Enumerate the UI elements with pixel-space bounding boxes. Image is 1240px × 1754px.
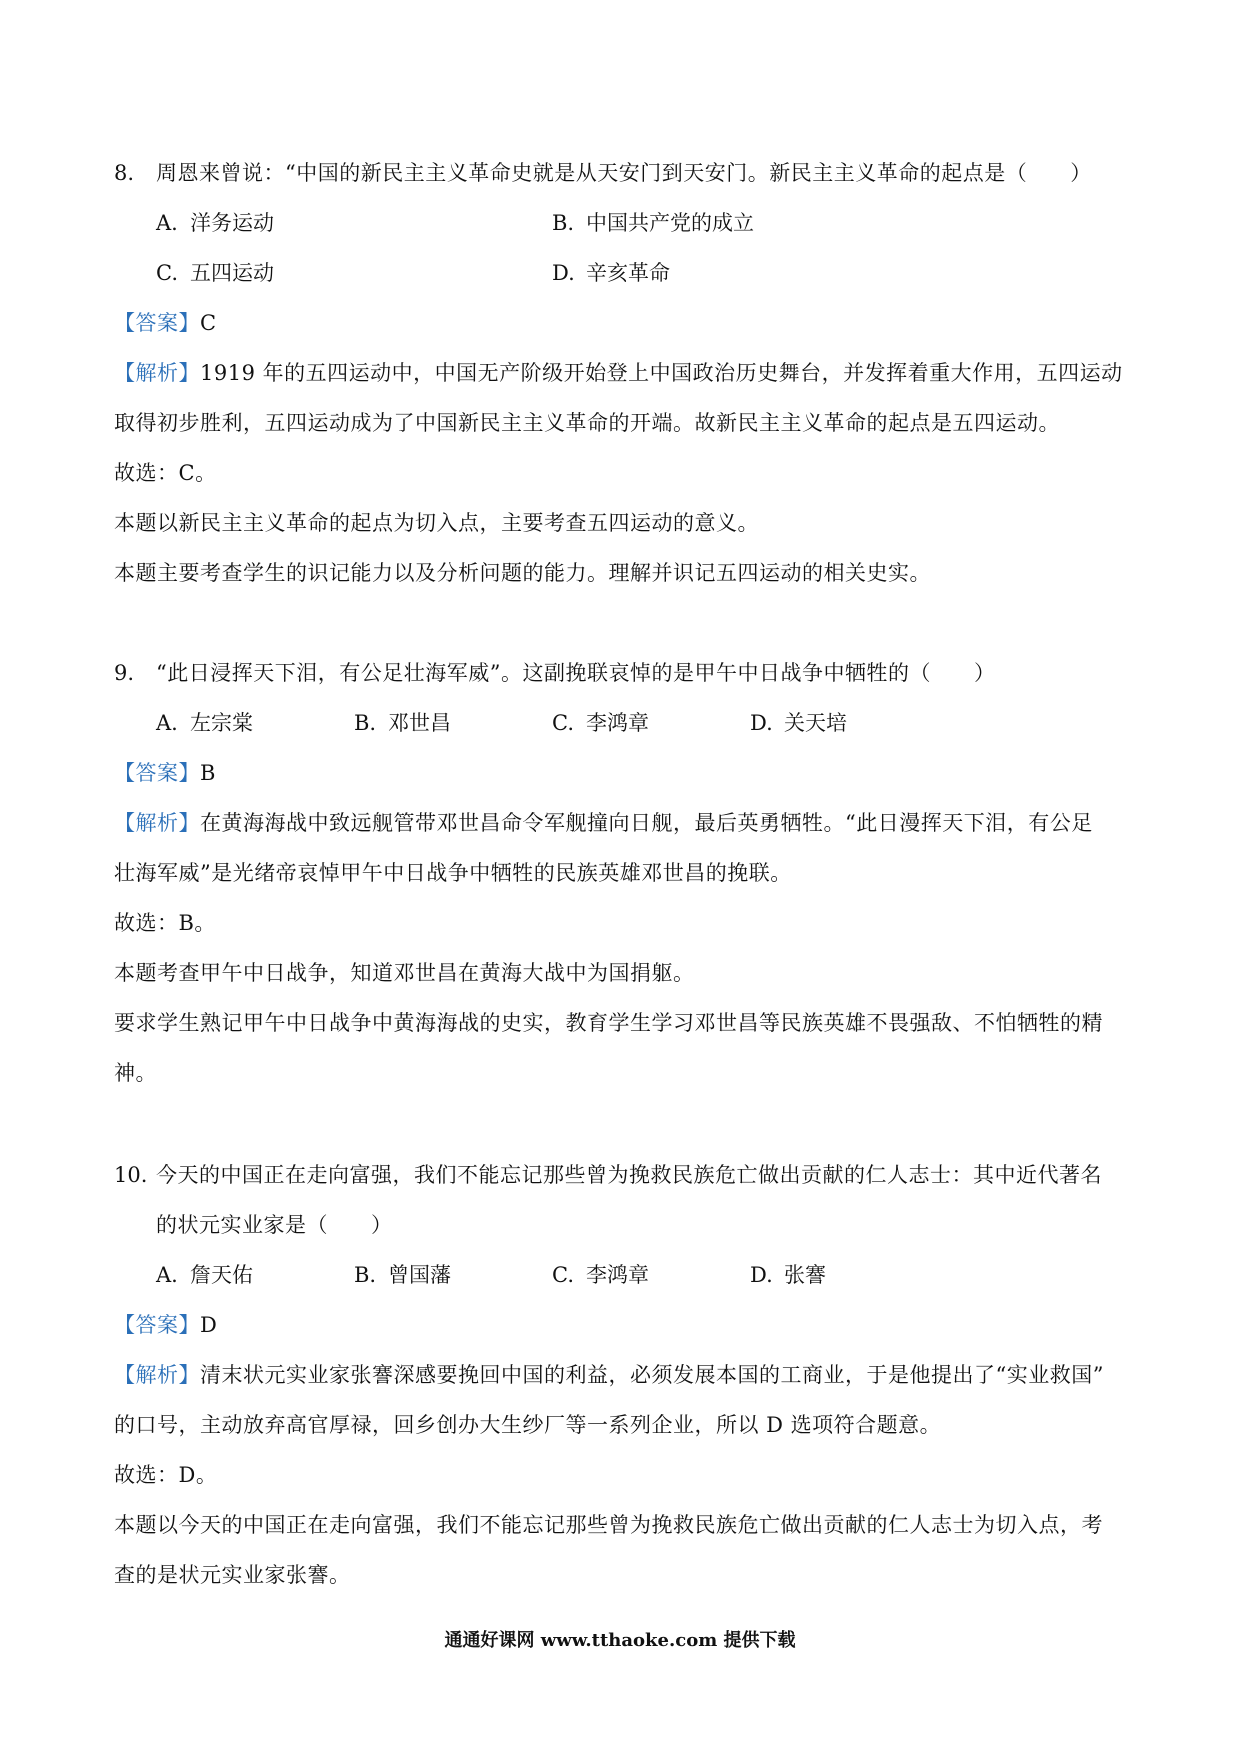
answer-value: B bbox=[200, 761, 216, 785]
analysis-text: 1919 年的五四运动中，中国无产阶级开始登上中国政治历史舞台，并发挥着重大作用，五四运动 bbox=[200, 361, 1123, 385]
option-text: 洋务运动 bbox=[190, 211, 274, 235]
question-stem: 周恩来曾说：“中国的新民主主义革命史就是从天安门到天安门。新民主主义革命的起点是（ ） bbox=[156, 161, 1092, 185]
answer-tag: 【答案】 bbox=[114, 1313, 200, 1337]
option-letter: A. bbox=[156, 1263, 178, 1287]
choice-line: 故选：B。 bbox=[114, 911, 216, 935]
option-text: 张謇 bbox=[784, 1263, 826, 1287]
choice-line: 故选：D。 bbox=[114, 1463, 218, 1487]
answer-line bbox=[114, 1310, 217, 1340]
option-letter: B. bbox=[354, 711, 377, 735]
question-stem: 今天的中国正在走向富强，我们不能忘记那些曾为挽救民族危亡做出贡献的仁人志士：其中近代著名 bbox=[156, 1163, 1102, 1187]
note-line: 要求学生熟记甲午中日战争中黄海海战的史实，教育学生学习邓世昌等民族英雄不畏强敌、不怕牺牲的精 bbox=[114, 1011, 1103, 1035]
option-text: 詹天佑 bbox=[190, 1263, 253, 1287]
option-text: 中国共产党的成立 bbox=[586, 211, 754, 235]
option-letter: D. bbox=[552, 261, 575, 285]
option-text: 关天培 bbox=[784, 711, 847, 735]
note-line: 查的是状元实业家张謇。 bbox=[114, 1563, 351, 1587]
option-letter: A. bbox=[156, 211, 178, 235]
option-letter: B. bbox=[552, 211, 575, 235]
analysis-line: 取得初步胜利，五四运动成为了中国新民主主义革命的开端。故新民主主义革命的起点是五四运动。 bbox=[114, 411, 1060, 435]
option-text: 李鸿章 bbox=[586, 1263, 649, 1287]
option-letter: C. bbox=[552, 1263, 574, 1287]
answer-tag: 【答案】 bbox=[114, 311, 200, 335]
answer-value: C bbox=[200, 311, 217, 335]
note-line: 本题以新民主主义革命的起点为切入点，主要考查五四运动的意义。 bbox=[114, 511, 759, 535]
question-stem: “此日浸挥天下泪，有公足壮海军威”。这副挽联哀悼的是甲午中日战争中牺牲的（ ） bbox=[156, 661, 996, 685]
option-letter: C. bbox=[156, 261, 178, 285]
option-text: 曾国藩 bbox=[388, 1263, 451, 1287]
page-footer: 通通好课网 www.tthaoke.com 提供下载 bbox=[444, 1630, 796, 1651]
note-line: 本题主要考查学生的识记能力以及分析问题的能力。理解并识记五四运动的相关史实。 bbox=[114, 561, 931, 585]
option-text: 辛亥革命 bbox=[586, 261, 670, 285]
answer-tag: 【答案】 bbox=[114, 761, 200, 785]
analysis-line: 的口号，主动放弃高官厚禄，回乡创办大生纱厂等一系列企业，所以 D 选项符合题意。 bbox=[114, 1413, 942, 1437]
analysis-line bbox=[114, 808, 1093, 838]
analysis-tag: 【解析】 bbox=[114, 361, 200, 385]
analysis-line: 壮海军威”是光绪帝哀悼甲午中日战争中牺牲的民族英雄邓世昌的挽联。 bbox=[114, 861, 792, 885]
option-text: 李鸿章 bbox=[586, 711, 649, 735]
option-letter: D. bbox=[750, 711, 773, 735]
analysis-text: 在黄海海战中致远舰管带邓世昌命令军舰撞向日舰，最后英勇牺牲。“此日漫挥天下泪，有公足 bbox=[200, 811, 1093, 835]
analysis-line bbox=[114, 358, 1123, 388]
question-stem: 的状元实业家是（ ） bbox=[156, 1213, 393, 1237]
option-text: 邓世昌 bbox=[388, 711, 451, 735]
note-line: 本题以今天的中国正在走向富强，我们不能忘记那些曾为挽救民族危亡做出贡献的仁人志士为切入点，考 bbox=[114, 1513, 1103, 1537]
analysis-tag: 【解析】 bbox=[114, 811, 200, 835]
question-number: 10. bbox=[114, 1163, 148, 1187]
option-text: 左宗棠 bbox=[190, 711, 253, 735]
note-line: 本题考查甲午中日战争，知道邓世昌在黄海大战中为国捐躯。 bbox=[114, 961, 695, 985]
answer-value: D bbox=[200, 1313, 218, 1337]
question-number: 9. bbox=[114, 661, 135, 685]
option-letter: B. bbox=[354, 1263, 377, 1287]
choice-line: 故选：C。 bbox=[114, 461, 217, 485]
analysis-line bbox=[114, 1360, 1104, 1390]
answer-line bbox=[114, 308, 217, 338]
option-letter: D. bbox=[750, 1263, 773, 1287]
question-number: 8. bbox=[114, 161, 135, 185]
analysis-text: 清末状元实业家张謇深感要挽回中国的利益，必须发展本国的工商业，于是他提出了“实业救国” bbox=[200, 1363, 1104, 1387]
answer-line bbox=[114, 758, 216, 788]
option-text: 五四运动 bbox=[190, 261, 274, 285]
note-line: 神。 bbox=[114, 1061, 157, 1085]
analysis-tag: 【解析】 bbox=[114, 1363, 200, 1387]
option-letter: C. bbox=[552, 711, 574, 735]
option-letter: A. bbox=[156, 711, 178, 735]
